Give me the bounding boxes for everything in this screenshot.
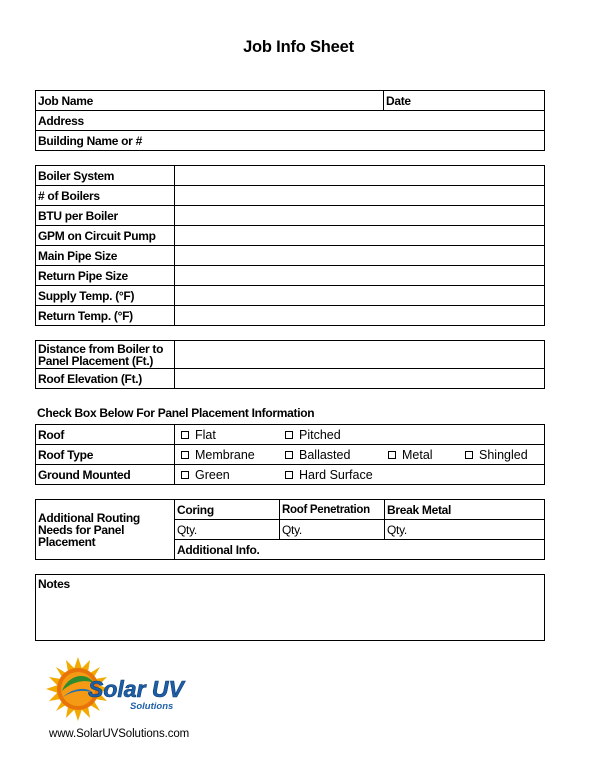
break-metal-label: Break Metal: [385, 500, 545, 520]
main-pipe-field[interactable]: [175, 246, 545, 266]
gpm-field[interactable]: [175, 226, 545, 246]
website-link[interactable]: www.SolarUVSolutions.com: [49, 728, 190, 740]
boiler-system-field[interactable]: [175, 166, 545, 186]
distance-label: Distance from Boiler to Panel Placement (Ft.): [36, 341, 175, 369]
num-boilers-field[interactable]: [175, 186, 545, 206]
address-label: Address: [38, 113, 84, 128]
solar-uv-logo: [44, 655, 194, 723]
logo-brand-text: Solar UV: [88, 676, 184, 702]
roof-penetration-label: Roof Penetration: [280, 500, 385, 520]
roof-type-metal-option[interactable]: Metal: [382, 448, 433, 462]
checkbox-icon[interactable]: [285, 451, 293, 459]
checkbox-icon[interactable]: [181, 451, 189, 459]
placement-table: [35, 424, 545, 485]
gpm-label: GPM on Circuit Pump: [36, 226, 175, 246]
checkbox-icon[interactable]: [285, 431, 293, 439]
break-metal-qty-field[interactable]: [385, 520, 545, 540]
return-pipe-label: Return Pipe Size: [36, 266, 175, 286]
return-pipe-field[interactable]: [175, 266, 545, 286]
routing-label: Additional Routing Needs for Panel Placement: [36, 500, 175, 560]
roof-type-label: Roof Type: [36, 445, 175, 465]
qty-label: Qty.: [177, 522, 197, 537]
btu-field[interactable]: [175, 206, 545, 226]
roof-elevation-label: Roof Elevation (Ft.): [36, 369, 175, 389]
additional-info-field[interactable]: [175, 540, 545, 560]
ground-mounted-label: Ground Mounted: [36, 465, 175, 485]
building-field[interactable]: [36, 131, 545, 151]
roof-flat-option[interactable]: Flat: [175, 428, 216, 442]
roof-type-shingled-option[interactable]: Shingled: [459, 448, 528, 462]
return-temp-label: Return Temp. (°F): [36, 306, 175, 326]
ground-green-option[interactable]: Green: [175, 468, 230, 482]
coring-qty-field[interactable]: [175, 520, 280, 540]
roof-pitched-option[interactable]: Pitched: [279, 428, 341, 442]
job-name-label: Job Name: [38, 93, 93, 108]
checkbox-icon[interactable]: [181, 471, 189, 479]
distance-field[interactable]: [175, 341, 545, 369]
date-field[interactable]: [384, 91, 545, 111]
job-info-table: [35, 90, 545, 151]
boiler-system-label: Boiler System: [36, 166, 175, 186]
notes-label: Notes: [38, 577, 70, 591]
page-title: Job Info Sheet: [243, 38, 354, 56]
main-pipe-label: Main Pipe Size: [36, 246, 175, 266]
qty-label: Qty.: [387, 522, 407, 537]
routing-table: [35, 499, 545, 560]
supply-temp-label: Supply Temp. (°F): [36, 286, 175, 306]
btu-label: BTU per Boiler: [36, 206, 175, 226]
return-temp-field[interactable]: [175, 306, 545, 326]
checkbox-icon[interactable]: [285, 471, 293, 479]
checkbox-icon[interactable]: [181, 431, 189, 439]
roof-penetration-qty-field[interactable]: [280, 520, 385, 540]
supply-temp-field[interactable]: [175, 286, 545, 306]
date-label: Date: [386, 93, 411, 108]
roof-elevation-field[interactable]: [175, 369, 545, 389]
roof-label: Roof: [36, 425, 175, 445]
additional-info-label: Additional Info.: [177, 542, 260, 557]
logo-sub-text: Solutions: [130, 701, 174, 712]
checkbox-icon[interactable]: [388, 451, 396, 459]
sun-logo-icon: [44, 655, 194, 723]
address-field[interactable]: [36, 111, 545, 131]
notes-table: [35, 574, 545, 641]
checkbox-icon[interactable]: [465, 451, 473, 459]
qty-label: Qty.: [282, 522, 302, 537]
placement-heading: Check Box Below For Panel Placement Information: [37, 406, 315, 420]
roof-type-ballasted-option[interactable]: Ballasted: [279, 448, 350, 462]
boiler-table: [35, 165, 545, 326]
roof-type-membrane-option[interactable]: Membrane: [175, 448, 255, 462]
coring-label: Coring: [175, 500, 280, 520]
notes-field[interactable]: [36, 575, 545, 641]
building-label: Building Name or #: [38, 133, 142, 148]
num-boilers-label: # of Boilers: [36, 186, 175, 206]
job-name-field[interactable]: [36, 91, 384, 111]
ground-hard-surface-option[interactable]: Hard Surface: [279, 468, 373, 482]
distance-table: [35, 340, 545, 389]
